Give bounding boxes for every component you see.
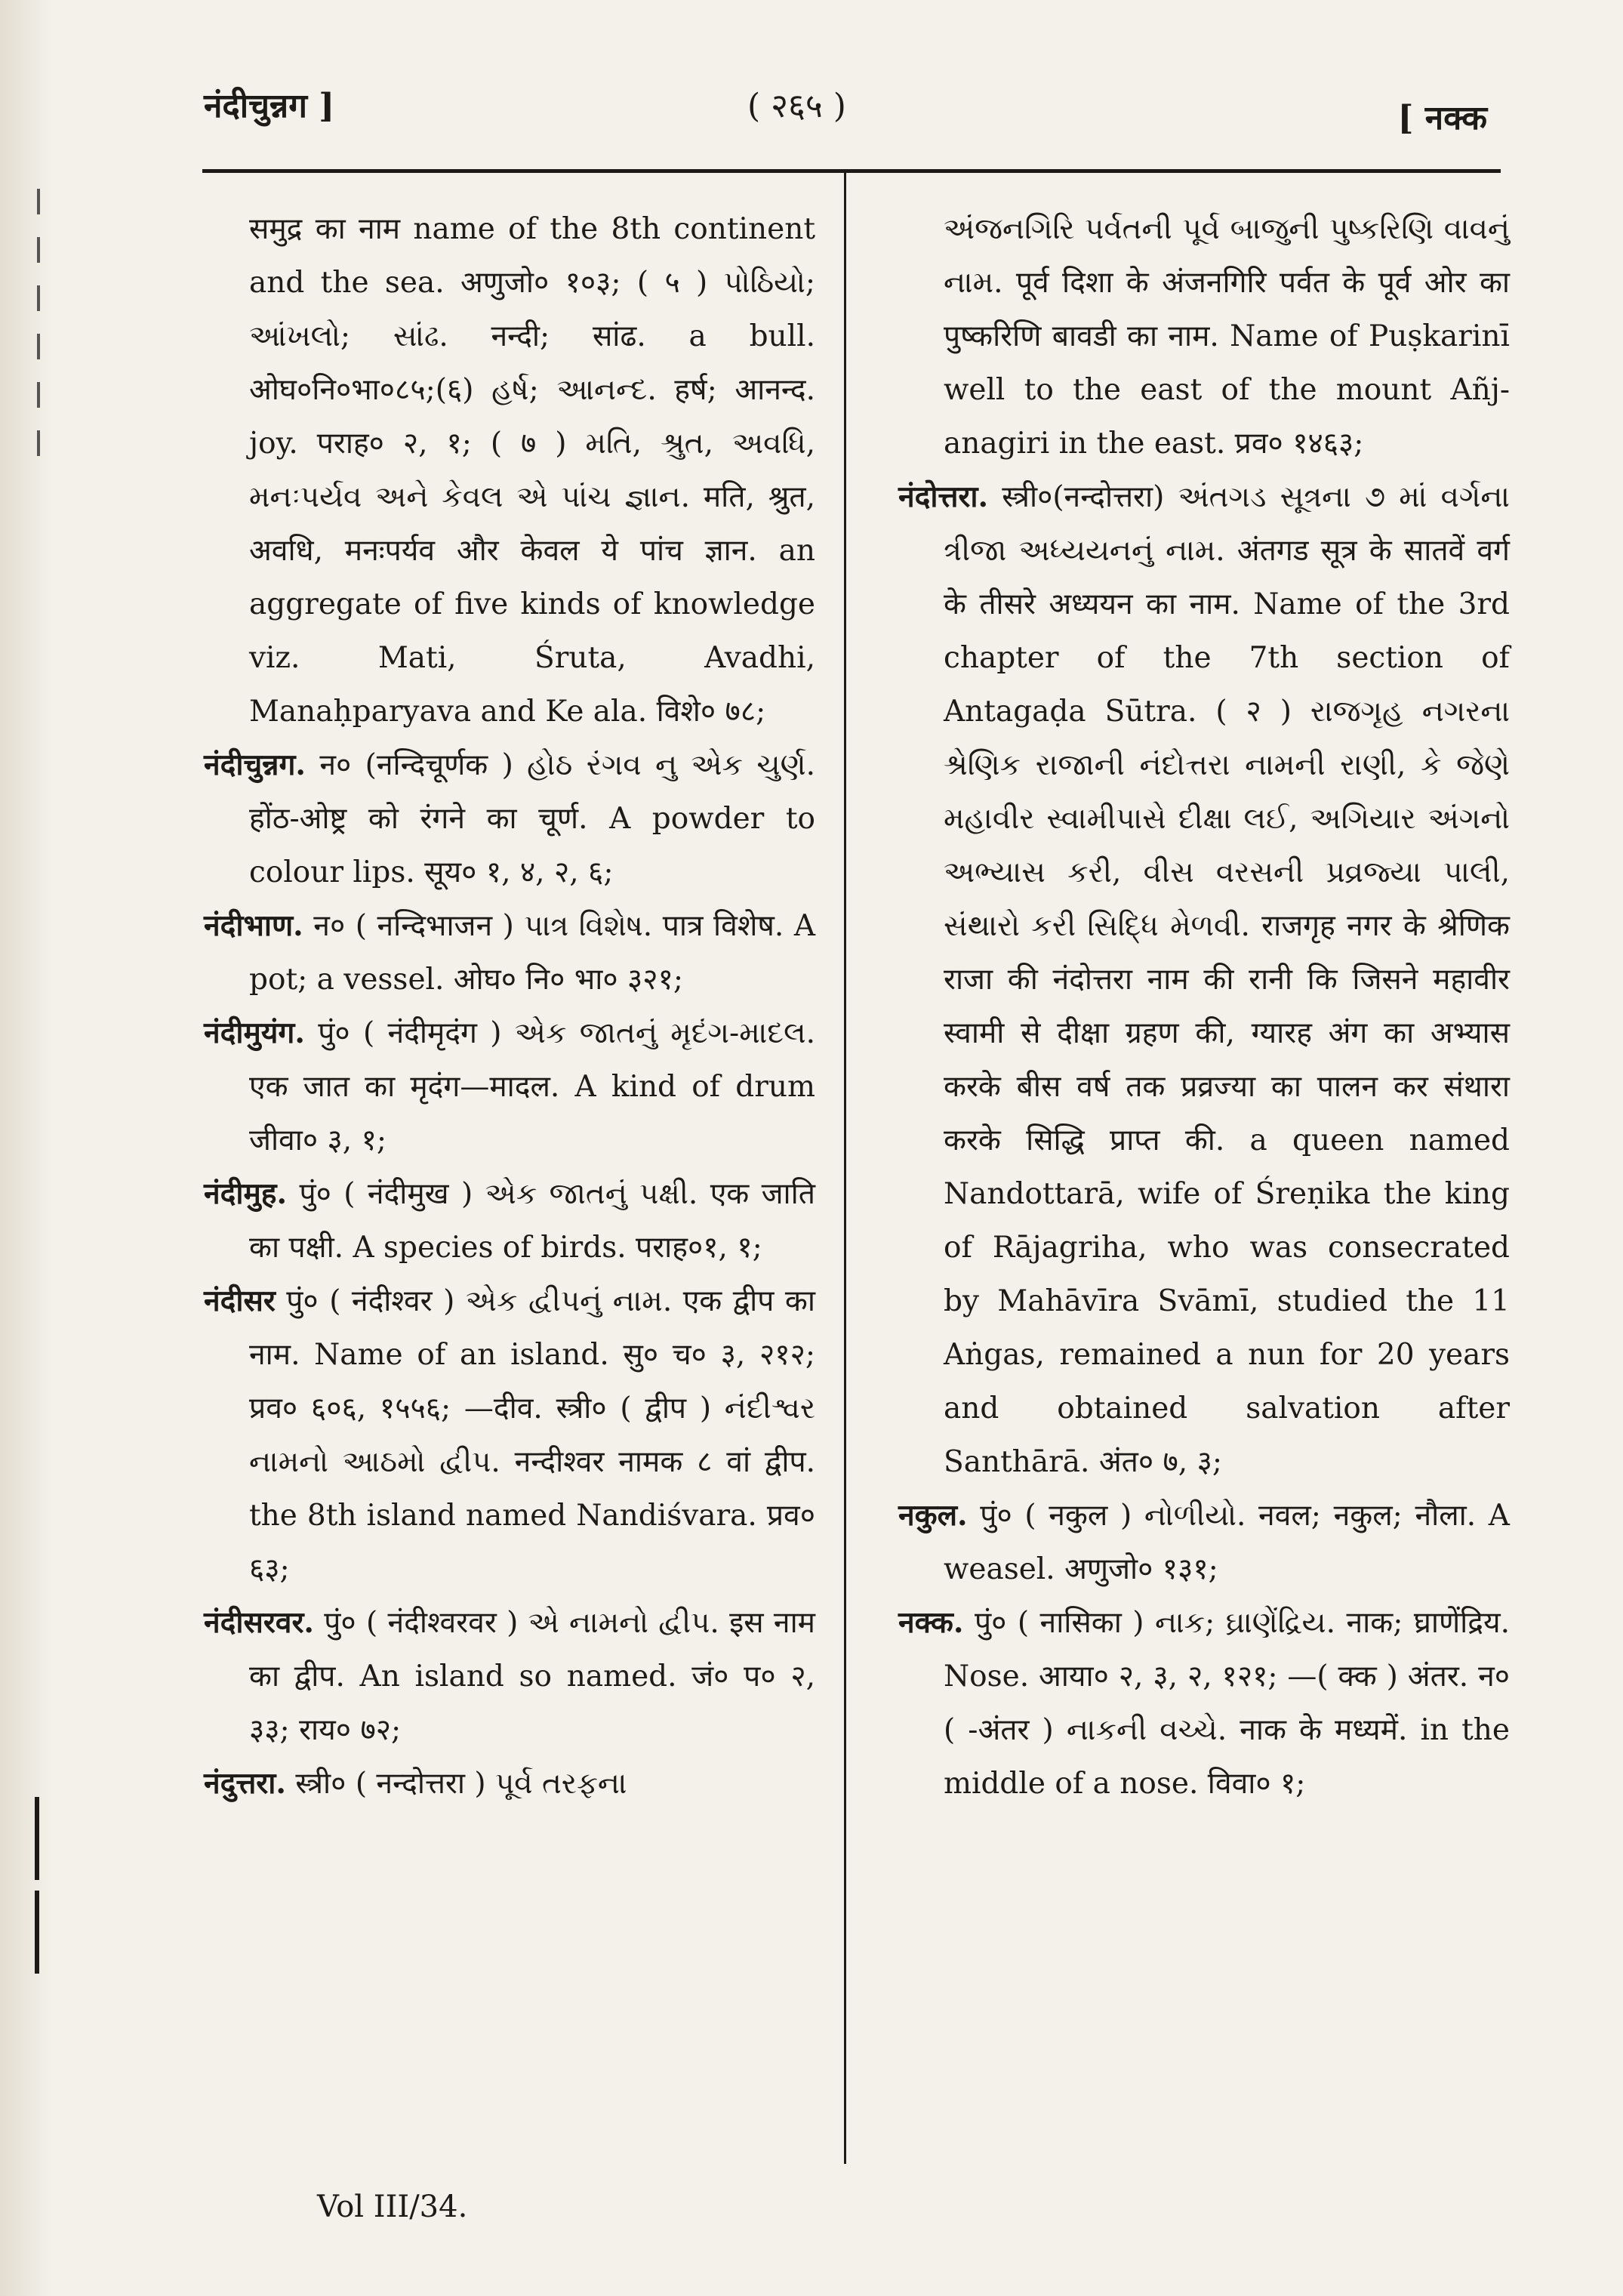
dictionary-entry [204,738,815,899]
right-column [898,202,1510,1811]
dictionary-entry [204,1596,815,1757]
page-header [204,82,1487,149]
dictionary-entry [204,1274,815,1596]
entry-headword: नंदीमुयंग. [204,1015,305,1050]
entry-text: पुं० ( नंदीश्वर ) એક દ્વીપનું નામ. एक द्वीप का नाम. Name of an island. सु० च० ३, २१२; प्रव० ६०६, १५५६; —दीव. स्त्री० ( द्वीप ) નંદીશ્વર નામનો આઠમો દ્વીપ. नन्दीश्वर नामक ८ वां द्वीप. the 8th island named Nandiśvara. प्रव० ६३; [249,1284,815,1586]
margin-bars [35,1797,39,1984]
entry-headword: नंदुत्तरा. [204,1766,286,1801]
left-guide-word: नंदीचुन्नग ] [204,87,335,125]
entry-text: पुं० ( नकुल ) નોળીયો. नवल; नकुल; नौला. A weasel. अणुजो० १३१; [944,1499,1510,1586]
entry-text: पुं० ( नंदीश्वरवर ) એ નામનો દ્વીપ. इस नाम का द्वीप. An island so named. जं० प० २, ३३; राय० ७२; [249,1606,815,1747]
left-column [204,202,815,1811]
dictionary-entry [204,1167,815,1274]
entry-text: पुं० ( नंदीमुख ) એક જાતનું પક્ષી. एक जाति का पक्षी. A species of birds. पराह०१, १; [249,1177,815,1265]
dictionary-entry [898,470,1510,1489]
page-number: ( २६५ ) [747,87,846,125]
dictionary-entry [898,1596,1510,1811]
entry-text: न० (नन्दिचूर्णक ) હોઠ રંગવ નુ એક ચુર્ણ. होंठ-ओष्ट्र को रंगने का चूर्ण. A powder to colour lips. सूय० १, ४, २, ६; [249,748,815,889]
margin-marks [27,166,50,589]
entry-headword: नंदोत्तरा. [898,479,989,514]
dictionary-entry [204,1757,815,1811]
dictionary-entry [898,202,1510,470]
entry-headword: नंदीसरवर. [204,1605,314,1640]
entry-text: न० ( नन्दिभाजन ) પાત્ર વિશેષ. पात्र विशेष. A pot; a vessel. ओघ० नि० भा० ३२१; [249,909,815,997]
entry-text: स्त्री० ( नन्दोत्तरा ) પૂર્વ તરફના [295,1767,627,1801]
right-guide-word: [ नक्क [1397,99,1487,137]
entry-headword: नंदीमुह. [204,1176,288,1211]
column-divider [844,171,846,2164]
entry-headword: नकुल. [898,1498,968,1533]
entry-text: पुं० ( नंदीमृदंग ) એક જાતનું મૃદંગ-માદલ. एक जात का मृदंग—मादल. A kind of drum जीवा० ३, १; [249,1016,815,1157]
dictionary-entry [898,1489,1510,1596]
dictionary-entry [204,899,815,1006]
header-rule [202,169,1501,173]
dictionary-entry [204,1006,815,1167]
dictionary-entry [204,202,815,738]
entry-headword: नंदीभाण. [204,908,303,943]
entry-headword: नक्क. [898,1605,964,1640]
volume-footer: Vol III/34. [317,2190,468,2224]
entry-headword: नंदीचुन्नग. [204,747,306,782]
entry-text: અંજનગિરિ પર્વતની પૂર્વ બાજુની પુષ્કરિણિ વાવનું નામ. पूर्व दिशा के अंजनगिरि पर्वत के पूर्व ओर का पुष्करिणि बावडी का नाम. Name of Puṣkarinī well to the east of the mount Añj-anagiri in the east. प्रव० १४६३; [944,212,1510,461]
entry-text: स्त्री०(नन्दोत्तरा) અંતગડ સૂત્રના ૭ માં વર્ગના ત્રીજા અધ્યયનનું નામ. अंतगड सूत्र के सातवें वर्ग के तीसरे अध्ययन का नाम. Name of the 3rd chapter of the 7th section of Antagaḍa Sūtra. ( २ ) રાજગૃહ નગરના શ્રેણિક રાજાની નંદોત્તરા નામની રાણી, કે જેણે મહાવીર સ્વામીપાસે દીક્ષા લઈ, અગિયાર અંગનો અભ્યાસ કરી, વીસ વરસની પ્રવ્રજ્યા પાલી, સંથારો કરી સિદ્ધિ મેળવી. राजगृह नगर के श्रेणिक राजा की नंदोत्तरा नाम की रानी कि जिसने महावीर स्वामी से दीक्षा ग्रहण की, ग्यारह अंग का अभ्यास करके बीस वर्ष तक प्रव्रज्या का पालन कर संथारा करके सिद्धि प्राप्त की. a queen named Nandottarā, wife of Śreṇika the king of Rājagriha, who was consecrated by Mahāvīra Svāmī, studied the 11 Aṅgas, remained a nun for 20 years and obtained salvation after Santhārā. अंत० ७, ३; [944,480,1510,1479]
entry-headword: नंदीसर [204,1284,276,1318]
entry-text: समुद्र का नाम name of the 8th continent and the sea. अणुजो० १०३; ( ५ ) પોઠિયો; આંખલો; સાંઢ. नन्दी; सांढ. a bull. ओघ०नि०भा०८५;(६) હર્ષ; આનન્દ. हर्ष; आनन्द. joy. पराह० २, १; ( ७ ) મતિ, શ્રુત, અવધિ, મનઃપર્યવ અને કેવલ એ પાંચ જ્ઞાન. मति, श्रुत, अवधि, मनःपर्यव और केवल ये पांच ज्ञान. an aggregate of five kinds of knowledge viz. Mati, Śruta, Avadhi, Manaḥparyava and Ke ala. विशे० ७८; [249,212,815,729]
entry-text: पुं० ( नासिका ) નાક; ઘ્રાણેંદ્રિય. नाक; घ्राणेंद्रिय. Nose. आया० २, ३, २, १२१; —( क्क ) अंतर. न० ( -अंतर ) નાકની વચ્ચે. नाक के मध्यमें. in the middle of a nose. विवा० १; [944,1606,1510,1801]
